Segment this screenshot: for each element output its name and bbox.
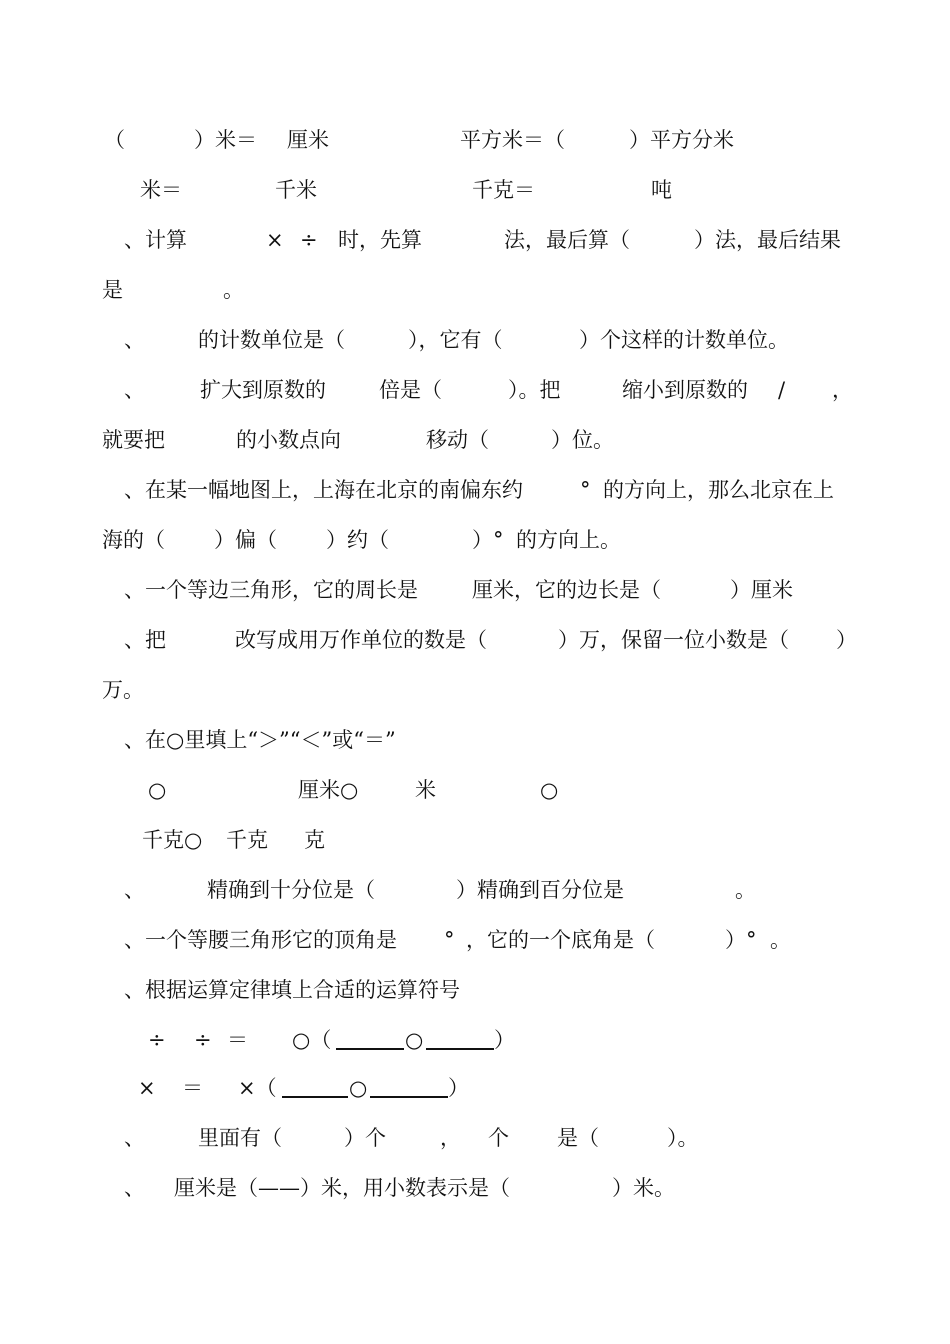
text: ， <box>440 1126 461 1150</box>
line-17 <box>0 920 950 960</box>
text: 千克○ <box>142 828 203 852</box>
text: 的方向上。 <box>516 528 621 552</box>
text: 、计算 <box>124 228 187 252</box>
line-2 <box>0 170 950 210</box>
text: ） <box>448 1076 469 1100</box>
line-16 <box>0 870 950 910</box>
text: ）约（ <box>326 528 389 552</box>
text: ÷ <box>148 1028 166 1052</box>
text: 千克＝ <box>472 178 535 202</box>
text: 吨 <box>651 178 672 202</box>
text: 里面有（ <box>198 1126 282 1150</box>
answer-blank <box>370 1076 448 1098</box>
line-15 <box>0 820 950 860</box>
text: 的计数单位是（ <box>198 328 345 352</box>
text: 、根据运算定律填上合适的运算符号 <box>124 978 460 1002</box>
text: ）° <box>472 528 504 552</box>
text: ） <box>836 628 857 652</box>
text: 米 <box>415 778 436 802</box>
line-13 <box>0 720 950 760</box>
answer-blank <box>426 1028 494 1050</box>
text: 厘米是（——）米，用小数表示是（ <box>174 1176 510 1200</box>
text: 厘米○ <box>298 778 359 802</box>
text: ） <box>494 1028 515 1052</box>
line-7 <box>0 420 950 460</box>
answer-blank <box>282 1076 348 1098</box>
text: 、 <box>124 1176 145 1200</box>
line-14 <box>0 770 950 810</box>
circle-blank: ○ <box>540 778 559 802</box>
text: 精确到十分位是（ <box>207 878 375 902</box>
text: 厘米 <box>287 128 329 152</box>
text: ）偏（ <box>214 528 277 552</box>
text: ÷ <box>194 1028 212 1052</box>
line-21 <box>0 1118 950 1158</box>
text: 。 <box>735 878 756 902</box>
text: 、一个等边三角形，它的周长是 <box>124 578 418 602</box>
text: 米＝ <box>140 178 182 202</box>
text: 缩小到原数的 <box>622 378 748 402</box>
text: 厘米，它的边长是（ <box>472 578 661 602</box>
text: 平方米＝（ <box>460 128 565 152</box>
text: 移动（ <box>426 428 489 452</box>
text: 、在○里填上“＞”“＜”或“＝” <box>124 728 396 752</box>
text: ，它的一个底角是（ <box>466 928 655 952</box>
text: × <box>266 228 284 252</box>
text: （ <box>104 128 125 152</box>
text: ）米。 <box>612 1176 675 1200</box>
text: ＝ <box>227 1028 248 1052</box>
text: / <box>778 378 786 402</box>
text: ）法，最后结果 <box>694 228 841 252</box>
line-1 <box>0 120 950 160</box>
text: ÷ <box>300 228 318 252</box>
text: 的方向上，那么北京在上 <box>603 478 834 502</box>
answer-blank <box>336 1028 404 1050</box>
text: 。 <box>770 928 791 952</box>
text: 倍是（ <box>379 378 442 402</box>
text: 、 <box>124 328 145 352</box>
text: 、一个等腰三角形它的顶角是 <box>124 928 397 952</box>
line-3 <box>0 220 950 260</box>
line-18 <box>0 970 950 1010</box>
text: 扩大到原数的 <box>200 378 326 402</box>
text: 是（ <box>557 1126 599 1150</box>
text: 。 <box>223 278 244 302</box>
line-12 <box>0 670 950 710</box>
text: 、 <box>124 378 145 402</box>
line-22 <box>0 1168 950 1208</box>
text: 改写成用万作单位的数是（ <box>235 628 487 652</box>
text: ， <box>832 378 853 402</box>
circle-blank: ○ <box>148 778 167 802</box>
text: ）平方分米 <box>629 128 734 152</box>
line-5 <box>0 320 950 360</box>
text: 千米 <box>275 178 317 202</box>
line-19 <box>0 1020 950 1060</box>
text: ○（ <box>292 1028 332 1052</box>
line-4 <box>0 270 950 310</box>
text: 法，最后算（ <box>504 228 630 252</box>
text: 、在某一幅地图上，上海在北京的南偏东约 <box>124 478 523 502</box>
text: ° <box>580 478 591 502</box>
circle-blank: ○ <box>405 1028 424 1052</box>
text: 千克 <box>226 828 268 852</box>
line-11 <box>0 620 950 660</box>
text: 就要把 <box>102 428 165 452</box>
line-6 <box>0 370 950 410</box>
text: ）个 <box>344 1126 386 1150</box>
text: ° <box>444 928 455 952</box>
text: 、 <box>124 1126 145 1150</box>
text: ）° <box>725 928 757 952</box>
line-8 <box>0 470 950 510</box>
text: 、 <box>124 878 145 902</box>
text: 克 <box>304 828 325 852</box>
line-10 <box>0 570 950 610</box>
text: ）。把 <box>508 378 561 402</box>
text: ）精确到百分位是 <box>456 878 624 902</box>
text: 海的（ <box>102 528 165 552</box>
circle-blank: ○ <box>349 1076 368 1100</box>
text: ×（ <box>238 1076 277 1100</box>
text: 时，先算 <box>338 228 422 252</box>
line-9 <box>0 520 950 560</box>
text: ）米＝ <box>194 128 257 152</box>
text: 是 <box>102 278 123 302</box>
text: 、把 <box>124 628 166 652</box>
text: ）位。 <box>551 428 614 452</box>
line-20 <box>0 1068 950 1108</box>
text: 万。 <box>102 678 144 702</box>
text: ）个这样的计数单位。 <box>579 328 789 352</box>
text: 个 <box>488 1126 509 1150</box>
text: 的小数点向 <box>236 428 341 452</box>
text: ）。 <box>667 1126 699 1150</box>
text: ＝ <box>182 1076 203 1100</box>
text: ）万，保留一位小数是（ <box>558 628 789 652</box>
text: ）厘米 <box>730 578 793 602</box>
text: × <box>138 1076 156 1100</box>
text: ），它有（ <box>408 328 503 352</box>
